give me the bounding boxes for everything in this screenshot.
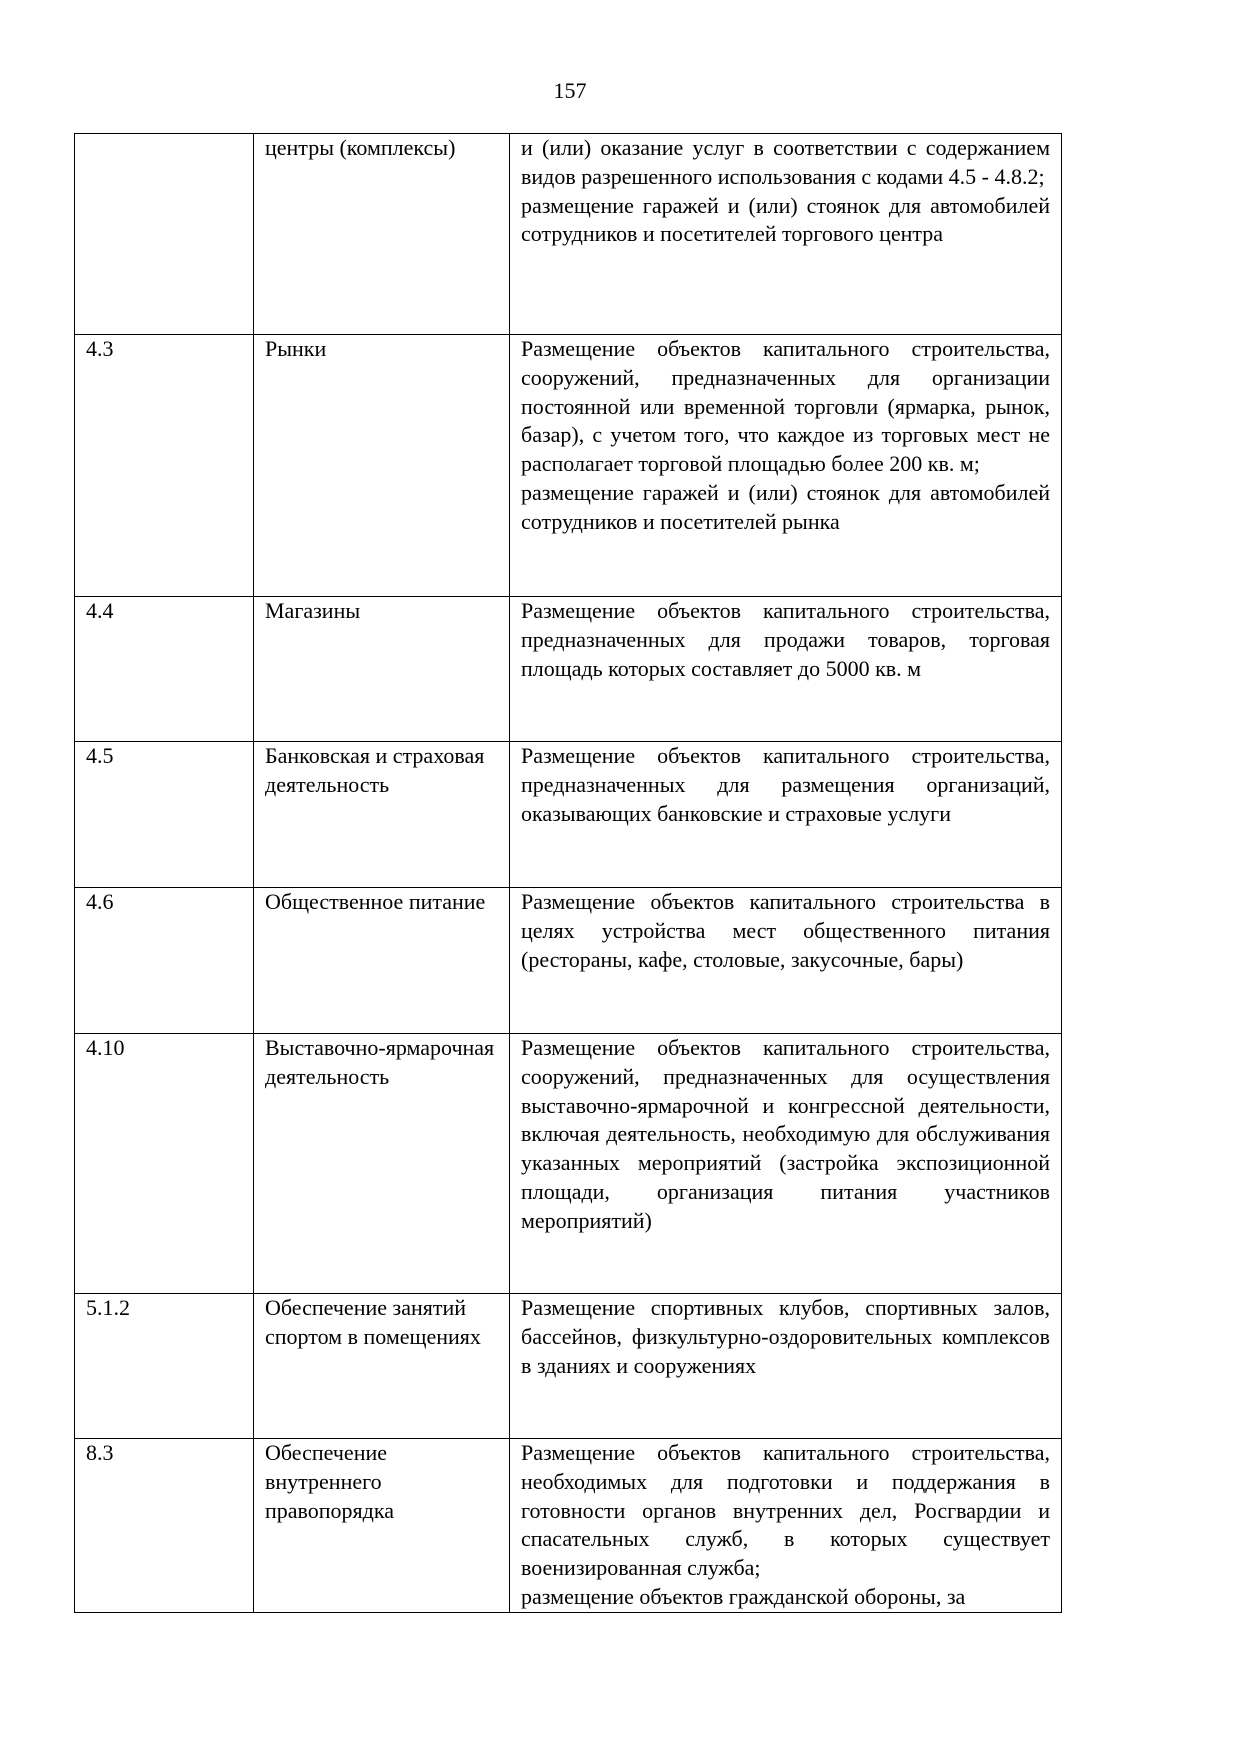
cell-code <box>75 134 254 335</box>
cell-name: Обеспечение внутреннего правопорядка <box>254 1439 510 1613</box>
description-paragraph: и (или) оказание услуг в соответствии с содержанием видов разрешенного использования с кодами 4.5 - 4.8.2; <box>521 135 1050 189</box>
cell-name: Выставочно-ярмарочная деятельность <box>254 1034 510 1294</box>
cell-description <box>510 1294 1062 1439</box>
table-row <box>75 134 1062 335</box>
table-row <box>75 597 1062 742</box>
table-row <box>75 1439 1062 1613</box>
table-row <box>75 1294 1062 1439</box>
cell-name: Общественное питание <box>254 888 510 1034</box>
cell-name: Рынки <box>254 335 510 597</box>
cell-description <box>510 134 1062 335</box>
table-row <box>75 742 1062 888</box>
cell-description <box>510 888 1062 1034</box>
cell-code: 5.1.2 <box>75 1294 254 1439</box>
table-row <box>75 1034 1062 1294</box>
cell-description <box>510 1439 1062 1613</box>
description-paragraph: Размещение объектов капитального строительства в целях устройства мест общественного питания (рестораны, кафе, столовые, закусочные, бары) <box>521 889 1050 972</box>
description-paragraph: размещение гаражей и (или) стоянок для автомобилей сотрудников и посетителей торгового центра <box>521 192 1050 247</box>
cell-code: 8.3 <box>75 1439 254 1613</box>
description-paragraph: Размещение объектов капитального строительства, необходимых для подготовки и поддержания в готовности органов внутренних дел, Росгвардии и спасательных служб, в которых существует военизированная служба; <box>521 1440 1050 1581</box>
cell-code: 4.5 <box>75 742 254 888</box>
description-paragraph: Размещение объектов капитального строительства, предназначенных для размещения организаций, оказывающих банковские и страховые услуги <box>521 743 1050 826</box>
cell-description <box>510 1034 1062 1294</box>
description-paragraph: Размещение объектов капитального строительства, сооружений, предназначенных для организации постоянной или временной торговли (ярмарка, рынок, базар), с учетом того, что каждое из торговых мест не располагает торговой площадью более 200 кв. м; <box>521 336 1050 477</box>
page-number: 157 <box>553 78 587 103</box>
cell-name: Обеспечение занятий спортом в помещениях <box>254 1294 510 1439</box>
cell-code: 4.6 <box>75 888 254 1034</box>
land-use-table <box>74 133 1062 1613</box>
table-row <box>75 888 1062 1034</box>
description-paragraph: Размещение спортивных клубов, спортивных залов, бассейнов, физкультурно-оздоровительных комплексов в зданиях и сооружениях <box>521 1295 1050 1378</box>
cell-code: 4.10 <box>75 1034 254 1294</box>
cell-name: центры (комплексы) <box>254 134 510 335</box>
description-paragraph: Размещение объектов капитального строительства, сооружений, предназначенных для осуществления выставочно-ярмарочной и конгрессной деятельности, включая деятельность, необходимую для обслуживания указанных мероприятий (застройка экспозиционной площади, организация питания участников мероприятий) <box>521 1035 1050 1233</box>
cell-code: 4.4 <box>75 597 254 742</box>
cell-name: Банковская и страховая деятельность <box>254 742 510 888</box>
cell-name: Магазины <box>254 597 510 742</box>
cell-description <box>510 742 1062 888</box>
cell-code: 4.3 <box>75 335 254 597</box>
table-row <box>75 335 1062 597</box>
description-paragraph: Размещение объектов капитального строительства, предназначенных для продажи товаров, торговая площадь которых составляет до 5000 кв. м <box>521 598 1050 681</box>
cell-description <box>510 597 1062 742</box>
description-paragraph: размещение объектов гражданской обороны, за <box>521 1583 966 1609</box>
cell-description <box>510 335 1062 597</box>
description-paragraph: размещение гаражей и (или) стоянок для автомобилей сотрудников и посетителей рынка <box>521 479 1050 534</box>
